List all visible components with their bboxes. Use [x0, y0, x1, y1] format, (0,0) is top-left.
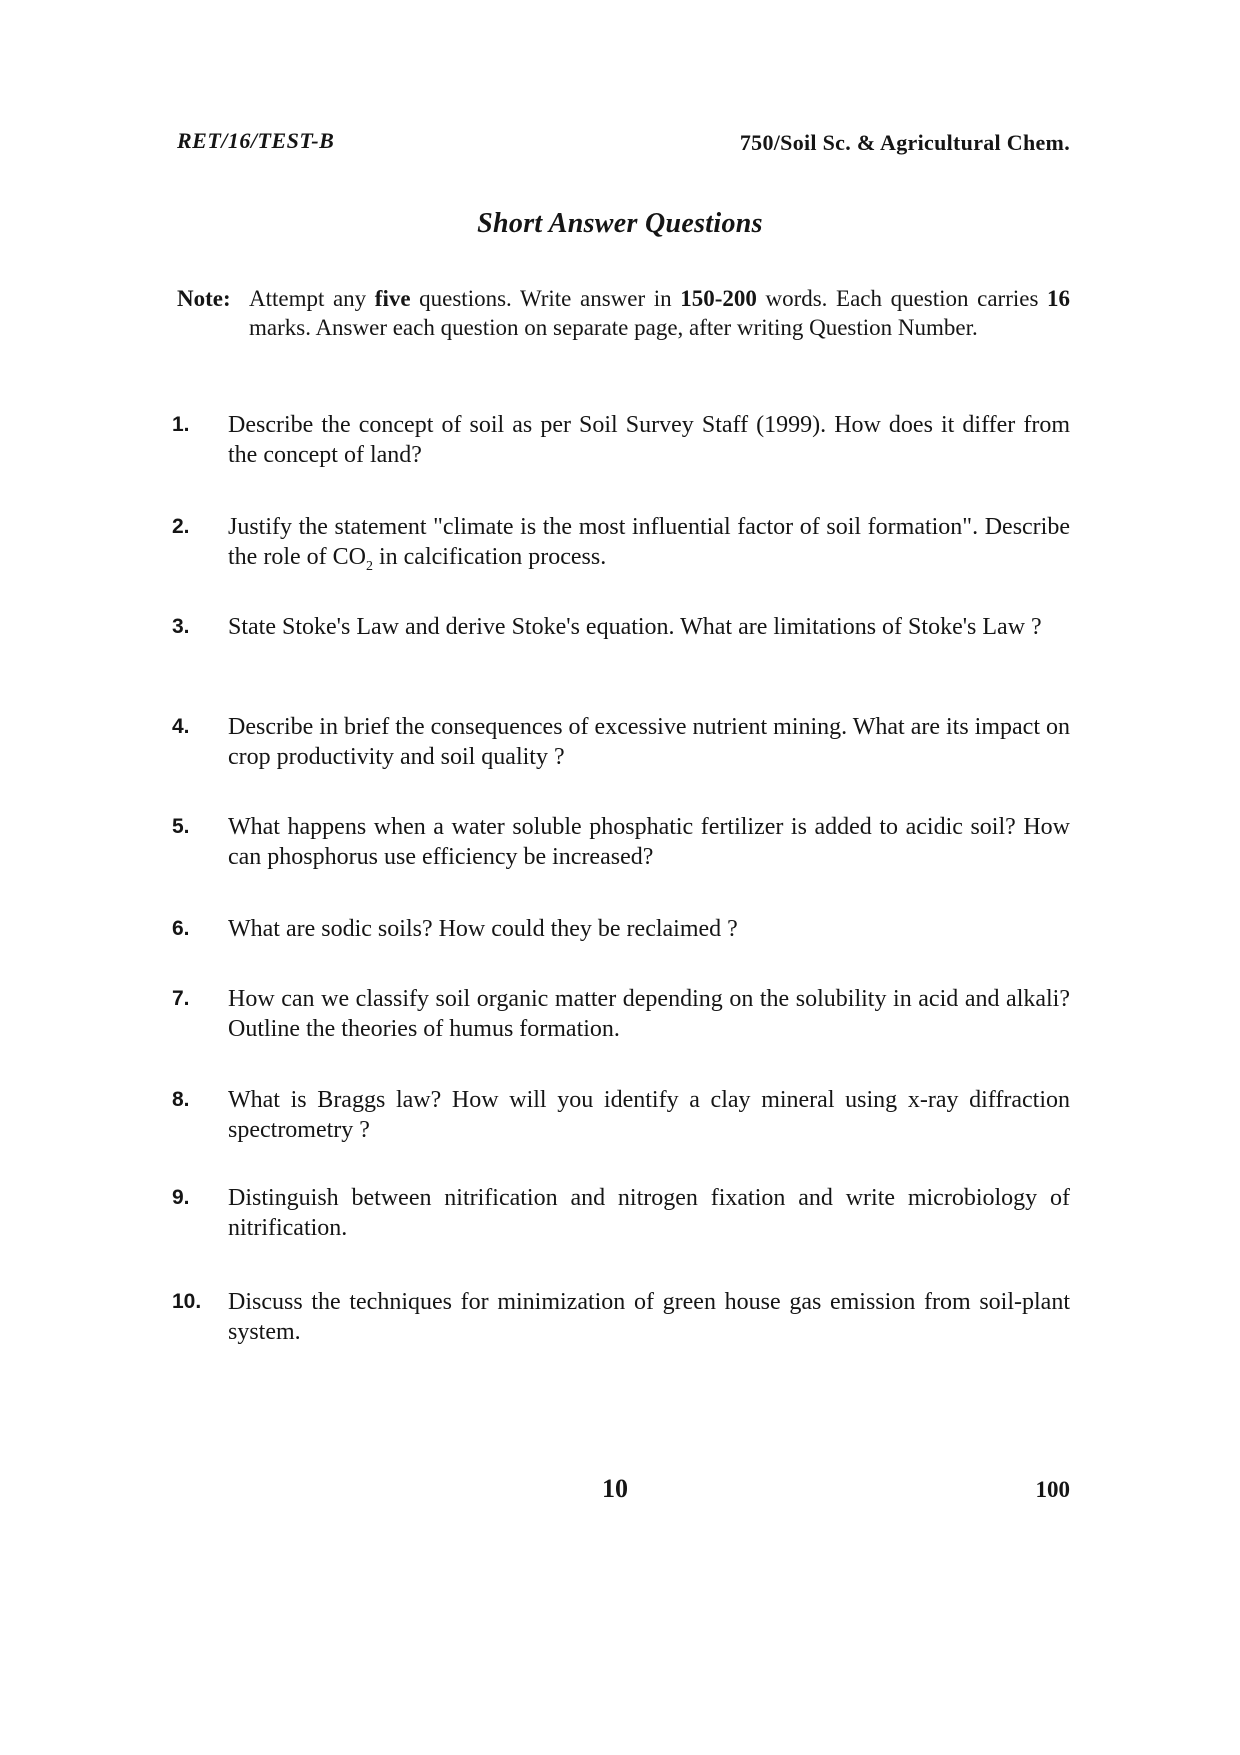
instructions-note: [177, 284, 1070, 342]
question-5: [172, 812, 1070, 872]
question-number: 9.: [172, 1186, 190, 1209]
note-text-part: marks. Answer each question on separate page, after writing Question Number.: [249, 315, 978, 340]
question-number: 2.: [172, 515, 190, 538]
question-text: State Stoke's Law and derive Stoke's equation. What are limitations of Stoke's Law ?: [228, 614, 1042, 640]
question-text: Discuss the techniques for minimization of green house gas emission from soil-plant system.: [228, 1289, 1070, 1345]
question-text: [228, 512, 1070, 582]
paper-code: RET/16/TEST-B: [177, 128, 335, 153]
question-9: [172, 1183, 1070, 1243]
note-text: [249, 284, 1070, 342]
question-number: 6.: [172, 917, 190, 940]
question-text: Distinguish between nitrification and nitrogen fixation and write microbiology of nitrification.: [228, 1185, 1070, 1241]
section-title: Short Answer Questions: [477, 208, 763, 239]
note-label: Note:: [177, 286, 231, 311]
question-4: [172, 712, 1070, 772]
question-8: [172, 1085, 1070, 1145]
question-number: 7.: [172, 987, 190, 1010]
question-number: 8.: [172, 1088, 190, 1111]
note-text-part: questions. Write answer in: [410, 286, 681, 311]
question-7: [172, 984, 1070, 1044]
question-number: 1.: [172, 413, 190, 436]
question-text-part: Justify the statement "climate is the most influential factor of soil formation". Describe the role of CO: [228, 514, 1070, 570]
question-6: [172, 914, 1070, 944]
question-number: 10.: [172, 1290, 202, 1313]
question-3: [172, 612, 1070, 642]
question-text: What happens when a water soluble phosphatic fertilizer is added to acidic soil? How can phosphorus use efficiency be increased?: [228, 814, 1070, 870]
question-text: What are sodic soils? How could they be reclaimed ?: [228, 916, 738, 942]
question-text-part: in calcification process.: [372, 544, 607, 570]
total-marks: 100: [1035, 1477, 1070, 1502]
question-2: [172, 512, 1070, 582]
subscript: 2: [365, 558, 373, 574]
subject-code: 750/Soil Sc. & Agricultural Chem.: [739, 130, 1070, 155]
note-text-part: Attempt any: [249, 286, 375, 311]
note-five: five: [374, 286, 411, 311]
question-number: 4.: [172, 715, 190, 738]
question-number: 5.: [172, 815, 190, 838]
note-marks: 16: [1047, 286, 1070, 311]
question-1: [172, 410, 1070, 470]
question-10: [172, 1287, 1070, 1347]
note-text-part: words. Each question carries: [756, 286, 1047, 311]
question-text: Describe in brief the consequences of excessive nutrient mining. What are its impact on crop productivity and soil quality ?: [228, 714, 1070, 770]
question-text: How can we classify soil organic matter depending on the solubility in acid and alkali? Outline the theories of humus formation.: [228, 986, 1070, 1042]
page-number: 10: [602, 1474, 628, 1503]
question-text: What is Braggs law? How will you identify a clay mineral using x-ray diffraction spectrometry ?: [228, 1087, 1070, 1143]
note-words-range: 150-200: [680, 286, 757, 311]
question-text: Describe the concept of soil as per Soil Survey Staff (1999). How does it differ from the concept of land?: [228, 412, 1070, 468]
question-number: 3.: [172, 615, 190, 638]
